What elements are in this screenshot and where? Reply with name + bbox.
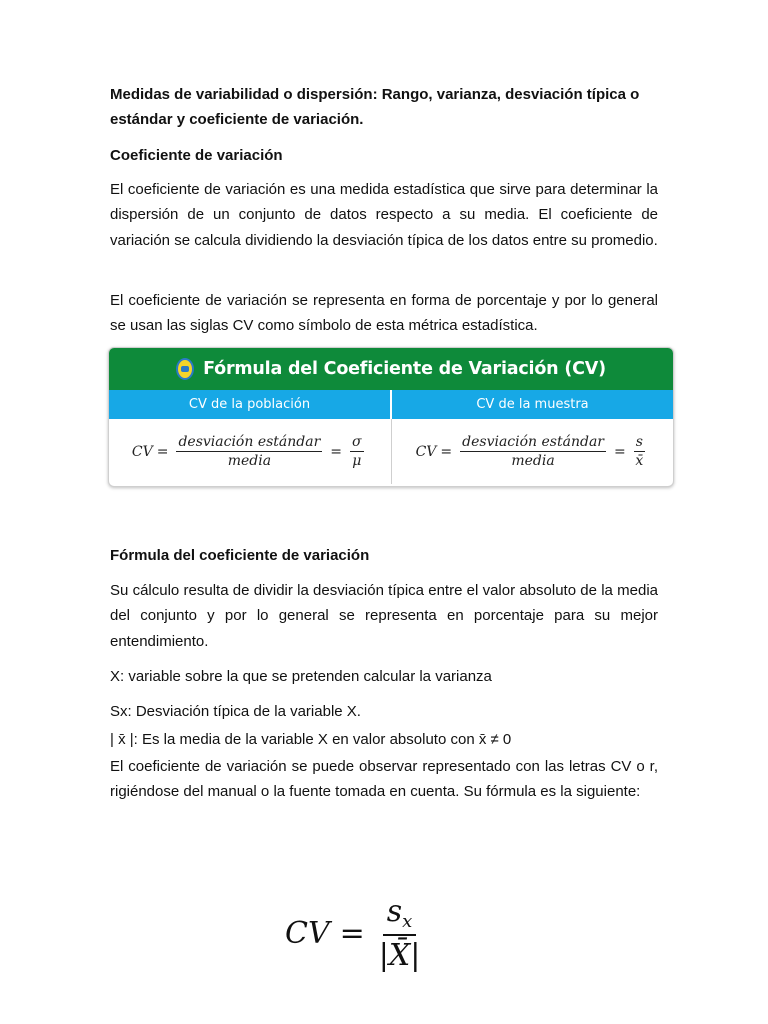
sample-formula-lhs: CV — [415, 443, 437, 460]
population-denominator: media — [227, 453, 272, 469]
column-sample-label: CV de la muestra — [476, 397, 589, 412]
cv-fraction — [379, 894, 421, 973]
cv-denominator: |X̄| — [378, 937, 421, 973]
paragraph-percentage: El coeficiente de variación se representa en forma de porcentaje y por lo general se usan las siglas CV como símbolo de esta métrica estadística. — [110, 292, 658, 335]
sample-xbar: x̄ — [635, 453, 644, 469]
definition-mean: | x̄ |: Es la media de la variable X en valor absoluto con x̄ ≠ 0 — [110, 731, 512, 748]
population-formula-lhs: CV — [131, 443, 153, 460]
population-sigma: σ — [352, 434, 362, 450]
formula-table-image — [108, 347, 674, 487]
definition-sx: Sx: Desviación típica de la variable X. — [110, 703, 361, 720]
column-population-label: CV de la población — [109, 390, 392, 419]
section-title-formula: Fórmula del coeficiente de variación — [110, 547, 370, 564]
formula-table-subheader — [109, 390, 673, 419]
section-title-coeficiente: Coeficiente de variación — [110, 147, 283, 164]
equals-sign: = — [440, 443, 453, 460]
cv-numerator — [383, 894, 417, 936]
sample-formula — [392, 419, 674, 484]
logo-icon — [176, 358, 194, 380]
definition-x: X: variable sobre la que se pretenden calcular la varianza — [110, 668, 492, 685]
equals-sign: = — [339, 915, 365, 951]
equals-sign: = — [330, 443, 343, 460]
formula-table-title: Fórmula del Coeficiente de Variación (CV) — [203, 359, 606, 379]
population-mu: μ — [352, 453, 362, 469]
paragraph-calculation: Su cálculo resulta de dividir la desviación típica entre el valor absoluto de la media del conjunto y por lo general se representa en porcentaje para su mejor entendimiento. — [110, 582, 658, 650]
paragraph-representation: El coeficiente de variación se puede observar representado con las letras CV o r, rigiéndose del manual o la fuente tomada en cuenta. Su fórmula es la siguiente: — [110, 758, 658, 801]
paragraph-definition: El coeficiente de variación es una medida estadística que sirve para determinar la dispersión de un conjunto de datos respecto a su media. El coeficiente de variación se calcula dividiendo la desviación típica de los datos entre su promedio. — [110, 181, 658, 249]
formula-table-header — [109, 348, 673, 390]
sample-fraction-words — [460, 434, 606, 469]
cv-formula-lhs: CV — [285, 915, 330, 951]
sample-fraction-symbols — [634, 434, 645, 469]
equals-sign: = — [613, 443, 626, 460]
sample-s: s — [635, 434, 643, 450]
formula-table-body — [109, 419, 673, 484]
population-formula — [109, 419, 392, 484]
document-heading: Medidas de variabilidad o dispersión: Rango, varianza, desviación típica o estándar y coeficiente de variación. — [110, 86, 640, 129]
sample-numerator: desviación estándar — [462, 434, 604, 450]
population-numerator: desviación estándar — [178, 434, 321, 450]
cv-formula — [285, 893, 424, 973]
population-fraction-symbols — [350, 434, 364, 469]
sample-denominator: media — [511, 453, 555, 469]
population-fraction-words — [176, 434, 322, 469]
equals-sign: = — [156, 443, 169, 460]
cv-numerator-subscript: x — [402, 910, 413, 932]
cv-numerator-s: s — [386, 893, 403, 929]
